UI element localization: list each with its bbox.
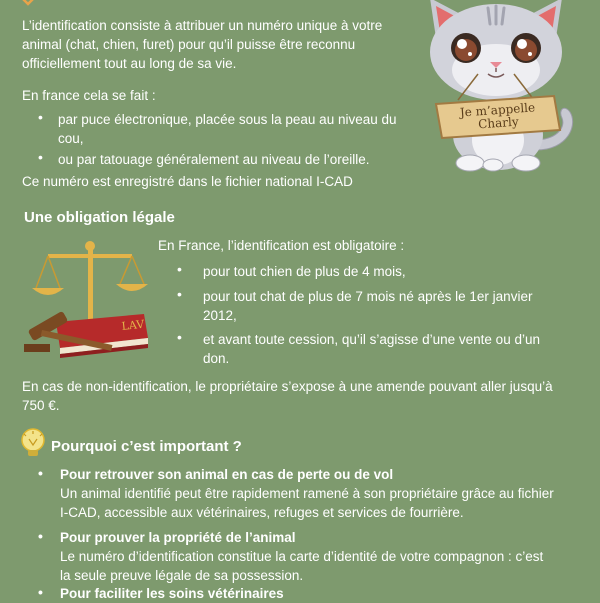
- intro-line: animal (chat, chien, furet) pour qu’il puisse être reconnu: [22, 37, 356, 52]
- bullet-dot: •: [177, 329, 182, 345]
- penalty-note: En cas de non-identification, le propriétaire s’expose à une amende pouvant aller jusqu’à 750 €.: [22, 379, 553, 413]
- obligation-list-item: et avant toute cession, qu’il s’agisse d’une vente ou d’un don.: [203, 332, 540, 366]
- bullet-dot: •: [38, 584, 43, 600]
- importance-item-title: Pour faciliter les soins vétérinaires: [60, 586, 284, 601]
- icad-note: Ce numéro est enregistré dans le fichier national I-CAD: [22, 174, 353, 189]
- obligation-list-item: pour tout chat de plus de 7 mois né après le 1er janvier 2012,: [203, 289, 533, 323]
- bullet-dot: •: [38, 109, 43, 125]
- intro-line: L’identification consiste à attribuer un numéro unique à votre: [22, 18, 383, 33]
- france-lead: En france cela se fait :: [22, 88, 156, 103]
- intro-paragraph: [22, 16, 402, 73]
- obligation-title: Une obligation légale: [24, 209, 175, 226]
- intro-line: officiellement tout au long de sa vie.: [22, 56, 237, 71]
- decor-arrow-icon: [20, 0, 36, 8]
- importance-item: [60, 584, 595, 603]
- sign-line: Charly: [477, 114, 520, 132]
- sign-line: Je m’appelle: [459, 100, 536, 120]
- importance-item-title: Pour retrouver son animal en cas de perte ou de vol: [60, 467, 394, 482]
- scales-gavel-illustration: [22, 236, 157, 360]
- bullet-dot: •: [177, 286, 182, 302]
- cat-illustration: [418, 0, 583, 180]
- importance-title: Pourquoi c’est important ?: [51, 438, 242, 455]
- intro-list-item: par puce électronique, placée sous la peau au niveau du cou,: [58, 112, 397, 146]
- bullet-dot: •: [38, 528, 43, 544]
- importance-item: Pour retrouver son animal en cas de perte ou de vol Un animal identifié peut être rapidement ramené à son propriétaire grâce au fichier I-CAD, accessible aux vétérinaires, refuges et services de fourrière.: [60, 465, 595, 522]
- obligation-lead: En France, l’identification est obligatoire :: [158, 238, 405, 253]
- intro-list-item: ou par tatouage généralement au niveau de l’oreille.: [58, 152, 370, 167]
- importance-item-title: Pour prouver la propriété de l’animal: [60, 530, 296, 545]
- bullet-dot: •: [38, 149, 43, 165]
- bullet-dot: •: [177, 261, 182, 277]
- obligation-list-item: pour tout chien de plus de 4 mois,: [203, 264, 406, 279]
- lightbulb-icon: [20, 428, 46, 458]
- book-label: LAV: [120, 317, 145, 333]
- importance-item: Pour prouver la propriété de l’animal Le numéro d’identification constitue la carte d’identité de votre compagnon : c’est la seule preuve légale de sa possession.: [60, 528, 595, 585]
- bullet-dot: •: [38, 465, 43, 481]
